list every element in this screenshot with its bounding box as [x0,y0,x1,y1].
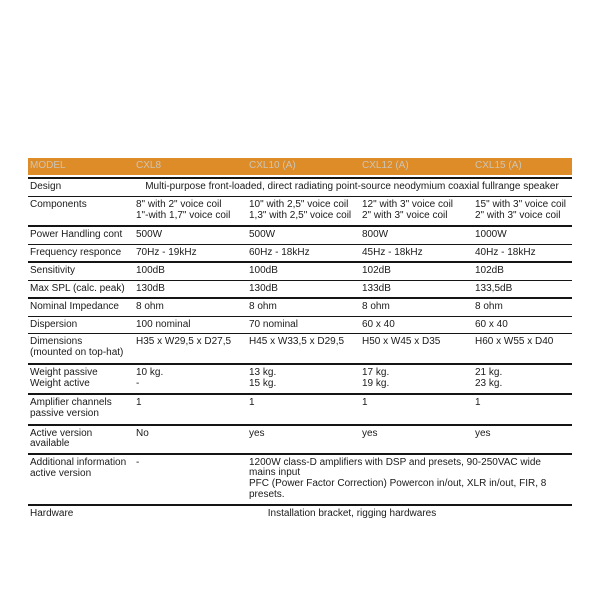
header-cxl10: CXL10 (A) [249,160,296,172]
dimensions-cxl12: H50 x W45 x D35 [362,336,441,347]
row-hardware [28,504,572,523]
dimensions-cxl8: H35 x W29,5 x D27,5 [136,336,232,347]
row-label: Additional information active version [30,456,127,479]
impedance-cxl12: 8 ohm [362,301,390,312]
row-label: Power Handling cont [30,229,123,240]
activeversion-cxl15: yes [475,427,491,439]
maxspl-cxl15: 133,5dB [475,282,513,294]
sensitivity-cxl12: 102dB [362,265,391,276]
speaker-spec-table [28,158,572,523]
row-label: Dimensions (mounted on top-hat) [30,336,124,358]
dispersion-cxl10: 70 nominal [249,318,298,330]
row-sensitivity [28,261,572,280]
frequency-cxl12: 45Hz - 18kHz [362,246,423,258]
row-components [28,196,572,226]
frequency-cxl15: 40Hz - 18kHz [475,246,536,258]
row-frequency [28,244,572,262]
row-label: Active version available [30,427,93,449]
activeversion-cxl10: yes [249,427,265,439]
maxspl-cxl12: 133dB [362,282,391,294]
row-additional-info [28,453,572,505]
header-cxl15: CXL15 (A) [475,160,522,172]
row-label: Components [30,198,87,210]
row-design [28,177,572,196]
activeversion-cxl12: yes [362,427,378,439]
header-cxl8: CXL8 [136,160,162,172]
components-cxl10: 10" with 2,5" voice coil 1,3" with 2,5" voice coil [249,198,352,221]
ampchannels-cxl8: 1 [136,397,142,408]
hardware-value: Installation bracket, rigging hardwares [267,508,437,519]
row-label: Design [30,181,62,192]
row-active-version [28,424,572,453]
weight-cxl10: 13 kg. 15 kg. [249,366,277,389]
sensitivity-cxl10: 100dB [249,265,278,276]
dispersion-cxl15: 60 x 40 [475,318,508,330]
ampchannels-cxl10: 1 [249,397,255,408]
power-cxl12: 800W [362,229,389,240]
sensitivity-cxl15: 102dB [475,265,504,276]
row-label: Amplifier channels passive version [30,397,112,419]
dimensions-cxl15: H60 x W55 x D40 [475,336,554,347]
weight-cxl12: 17 kg. 19 kg. [362,366,390,389]
impedance-cxl15: 8 ohm [475,301,503,312]
weight-cxl15: 21 kg. 23 kg. [475,366,503,389]
ampchannels-cxl12: 1 [362,397,368,408]
row-label: Sensitivity [30,265,76,276]
row-dispersion [28,316,572,334]
components-cxl15: 15" with 3" voice coil 2" with 3" voice coil [475,198,567,221]
power-cxl15: 1000W [475,229,507,240]
activeversion-cxl8: No [136,427,149,439]
header-cxl12: CXL12 (A) [362,160,409,172]
row-label: Nominal Impedance [30,301,119,312]
table-header-row [28,158,572,175]
weight-cxl8: 10 kg. - [136,366,164,389]
impedance-cxl8: 8 ohm [136,301,164,312]
maxspl-cxl10: 130dB [249,282,278,294]
ampchannels-cxl15: 1 [475,397,481,408]
row-label: Weight passive Weight active [30,366,98,389]
frequency-cxl8: 70Hz - 19kHz [136,246,197,258]
sensitivity-cxl8: 100dB [136,265,165,276]
row-label: Frequency responce [30,246,122,258]
header-model: MODEL [30,160,66,172]
dispersion-cxl8: 100 nominal [136,318,191,330]
row-label: Hardware [30,508,74,519]
frequency-cxl10: 60Hz - 18kHz [249,246,310,258]
row-power-handling [28,225,572,244]
power-cxl8: 500W [136,229,163,240]
dimensions-cxl10: H45 x W33,5 x D29,5 [249,336,345,347]
row-label: Dispersion [30,318,78,330]
addinfo-cxl8-dash: - [136,456,140,468]
row-amplifier-channels [28,393,572,424]
power-cxl10: 500W [249,229,276,240]
row-weight [28,363,572,394]
impedance-cxl10: 8 ohm [249,301,277,312]
addinfo-active-models: 1200W class-D amplifiers with DSP and presets, 90-250VAC wide mains input PFC (Power Factor Correction) Powercon in/out, XLR in/out, FIR, 8 presets. [249,456,547,500]
dispersion-cxl12: 60 x 40 [362,318,395,330]
components-cxl12: 12" with 3" voice coil 2" with 3" voice coil [362,198,454,221]
row-dimensions [28,333,572,363]
maxspl-cxl8: 130dB [136,282,165,294]
row-impedance [28,297,572,316]
components-cxl8: 8" with 2" voice coil 1"-with 1,7" voice coil [136,198,231,221]
row-label: Max SPL (calc. peak) [30,282,125,294]
row-max-spl [28,280,572,298]
design-value: Multi-purpose front-loaded, direct radiating point-source neodymium coaxial fullrange speaker [145,181,559,192]
